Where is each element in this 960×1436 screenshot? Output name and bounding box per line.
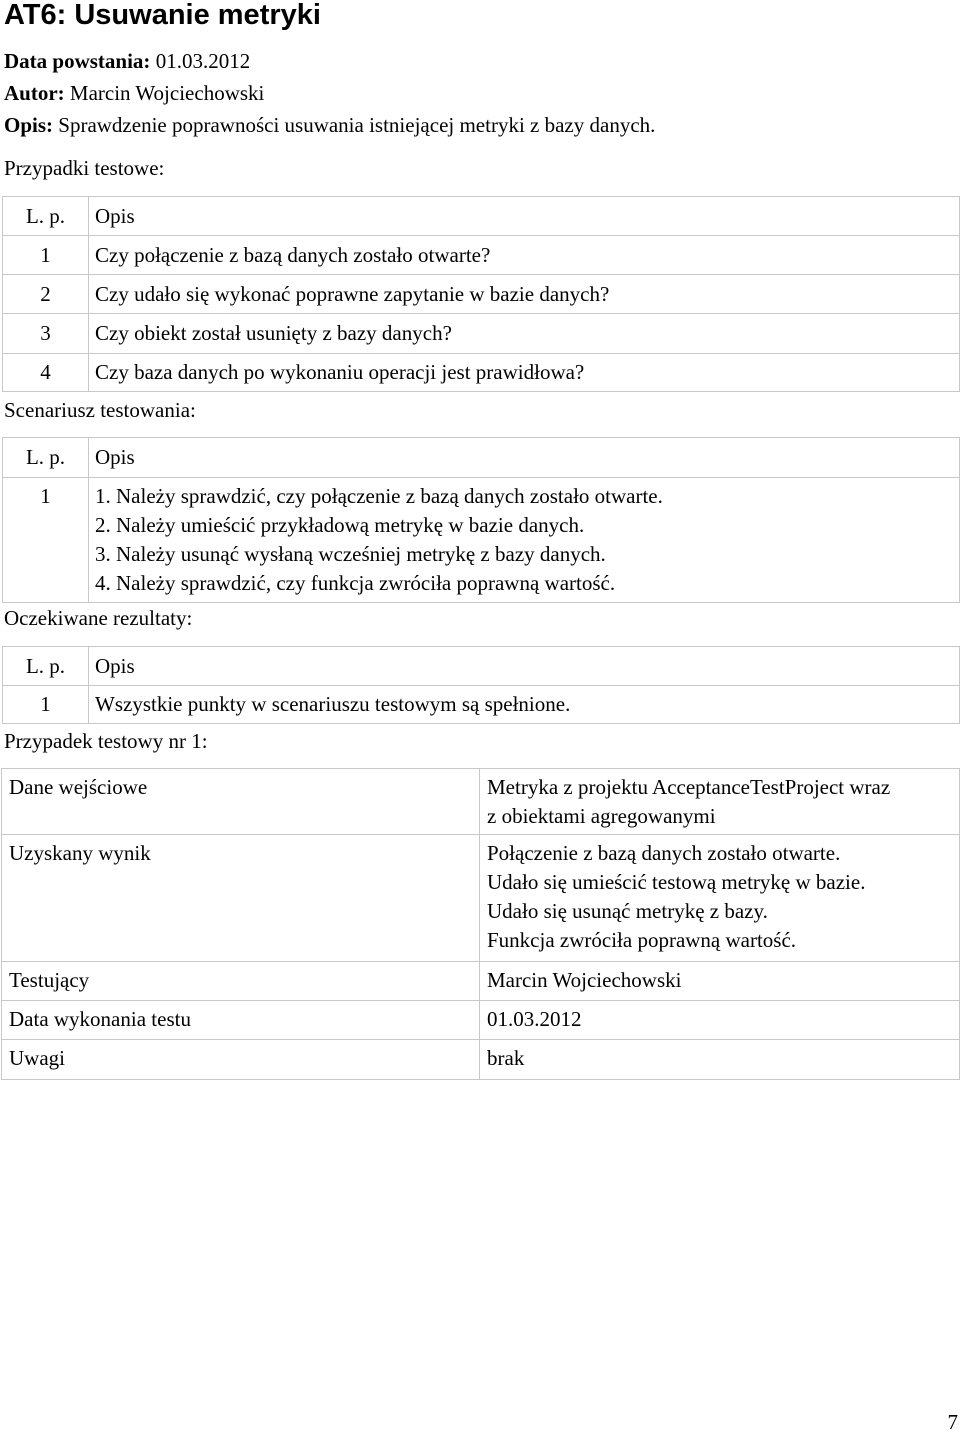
col-lp-header: L. p.	[3, 647, 89, 686]
row-number: 2	[3, 275, 89, 314]
result-line: Funkcja zwróciła poprawną wartość.	[487, 928, 797, 952]
scenario-table	[2, 437, 960, 603]
result-line: Udało się umieścić testową metrykę w bazie.	[487, 870, 866, 894]
row-text: Czy baza danych po wykonaniu operacji jest prawidłowa?	[89, 354, 960, 392]
table-row	[3, 236, 960, 275]
input-line: z obiektami agregowanymi	[487, 804, 716, 828]
tester-value: Marcin Wojciechowski	[480, 962, 960, 1001]
scenario-step: 1. Należy sprawdzić, czy połączenie z bazą danych zostało otwarte.	[95, 484, 663, 508]
input-value	[480, 769, 960, 835]
scenario-steps	[89, 478, 960, 603]
row-number: 1	[3, 478, 89, 603]
row-text: Czy połączenie z bazą danych zostało otwarte?	[89, 236, 960, 275]
created-line	[4, 46, 250, 76]
col-lp-header: L. p.	[3, 197, 89, 236]
expected-table	[2, 646, 960, 724]
row-text: Czy obiekt został usunięty z bazy danych?	[89, 314, 960, 354]
result-label: Uzyskany wynik	[2, 835, 480, 962]
row-number: 1	[3, 236, 89, 275]
test-run-heading: Przypadek testowy nr 1:	[4, 729, 208, 753]
table-row	[3, 686, 960, 724]
scenario-heading: Scenariusz testowania:	[4, 398, 196, 422]
result-line: Udało się usunąć metrykę z bazy.	[487, 899, 768, 923]
created-value: 01.03.2012	[155, 49, 251, 73]
description-line	[4, 110, 655, 140]
tester-row	[2, 962, 960, 1001]
col-desc-header: Opis	[89, 647, 960, 686]
table-row	[3, 275, 960, 314]
page-number: 7	[947, 1410, 958, 1434]
col-desc-header: Opis	[89, 197, 960, 236]
notes-label: Uwagi	[2, 1040, 480, 1080]
input-label: Dane wejściowe	[2, 769, 480, 835]
test-run-table	[1, 768, 960, 1080]
date-row	[2, 1001, 960, 1040]
row-number: 4	[3, 354, 89, 392]
input-line: Metryka z projektu AcceptanceTestProject wraz	[487, 775, 891, 799]
scenario-step: 3. Należy usunąć wysłaną wcześniej metrykę z bazy danych.	[95, 542, 606, 566]
notes-value: brak	[480, 1040, 960, 1080]
test-cases-table	[2, 196, 960, 392]
row-text: Wszystkie punkty w scenariuszu testowym są spełnione.	[89, 686, 960, 724]
author-label: Autor:	[4, 81, 65, 105]
result-value	[480, 835, 960, 962]
result-row	[2, 835, 960, 962]
table-header-row	[3, 438, 960, 478]
result-line: Połączenie z bazą danych zostało otwarte.	[487, 841, 841, 865]
tester-label: Testujący	[2, 962, 480, 1001]
scenario-step: 4. Należy sprawdzić, czy funkcja zwróciła poprawną wartość.	[95, 571, 616, 595]
notes-row	[2, 1040, 960, 1080]
table-row	[3, 354, 960, 392]
page-title: AT6: Usuwanie metryki	[4, 0, 321, 31]
row-text: Czy udało się wykonać poprawne zapytanie w bazie danych?	[89, 275, 960, 314]
table-header-row	[3, 647, 960, 686]
description-value: Sprawdzenie poprawności usuwania istniejącej metryki z bazy danych.	[58, 113, 656, 137]
col-desc-header: Opis	[89, 438, 960, 478]
table-header-row	[3, 197, 960, 236]
author-value: Marcin Wojciechowski	[69, 81, 265, 105]
scenario-step: 2. Należy umieścić przykładową metrykę w bazie danych.	[95, 513, 585, 537]
table-row	[3, 314, 960, 354]
input-row	[2, 769, 960, 835]
test-cases-heading: Przypadki testowe:	[4, 156, 165, 180]
col-lp-header: L. p.	[3, 438, 89, 478]
expected-heading: Oczekiwane rezultaty:	[4, 606, 193, 630]
created-label: Data powstania:	[4, 49, 151, 73]
table-row	[3, 478, 960, 603]
date-label: Data wykonania testu	[2, 1001, 480, 1040]
description-label: Opis:	[4, 113, 54, 137]
date-value: 01.03.2012	[480, 1001, 960, 1040]
row-number: 1	[3, 686, 89, 724]
author-line	[4, 78, 264, 108]
row-number: 3	[3, 314, 89, 354]
